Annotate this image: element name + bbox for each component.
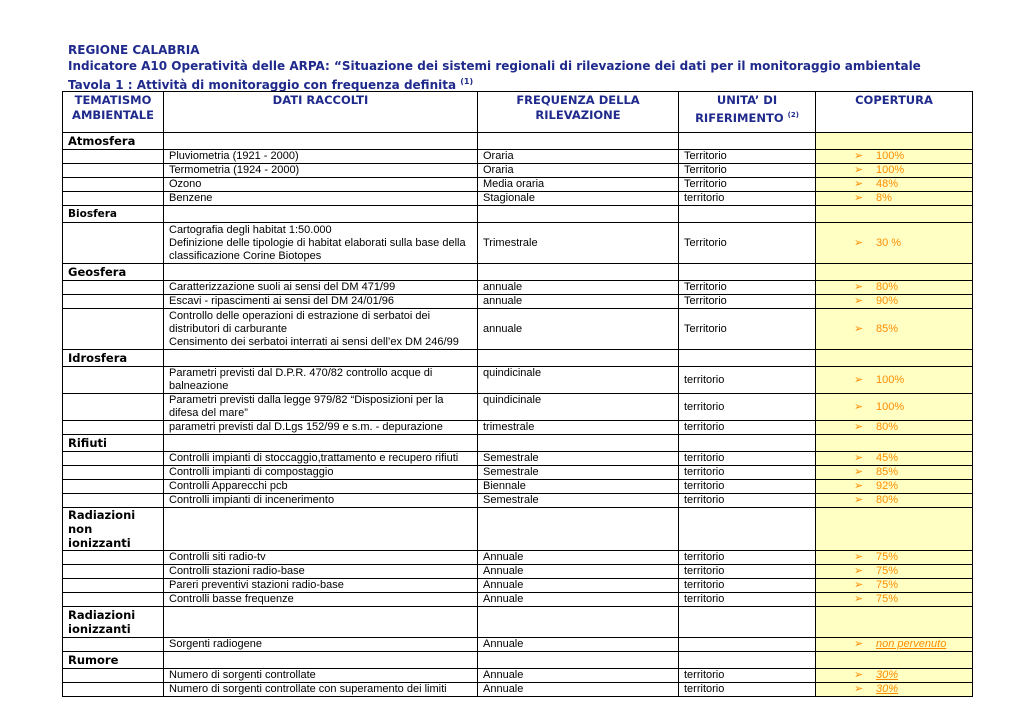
- unita-cell: territorio: [679, 669, 816, 683]
- table-row: [63, 192, 973, 206]
- frequenza-cell: Annuale: [478, 669, 679, 683]
- section-row: [63, 206, 973, 223]
- arrow-bullet-icon: ➢: [854, 192, 864, 204]
- copertura-cell: ➢ 75%: [816, 551, 973, 565]
- frequenza-cell: Biennale: [478, 480, 679, 494]
- table-row: [63, 421, 973, 435]
- section-row: [63, 133, 973, 150]
- frequenza-cell: Trimestrale: [478, 223, 679, 264]
- table-row: [63, 480, 973, 494]
- copertura-cell: ➢ 100%: [816, 150, 973, 164]
- copertura-cell: ➢ 75%: [816, 565, 973, 579]
- arrow-bullet-icon: ➢: [854, 565, 864, 577]
- section-row: [63, 607, 973, 638]
- arrow-bullet-icon: ➢: [854, 579, 864, 591]
- table-row: [63, 565, 973, 579]
- arrow-bullet-icon: ➢: [854, 421, 864, 433]
- copertura-cell: ➢ 30%: [816, 669, 973, 683]
- copertura-cell: ➢ 80%: [816, 281, 973, 295]
- section-row: [63, 652, 973, 669]
- dati-cell: Parametri previsti dal D.P.R. 470/82 controllo acque di balneazione: [164, 367, 478, 394]
- table-row: [63, 466, 973, 480]
- dati-cell: Pluviometria (1921 - 2000): [164, 150, 478, 164]
- arrow-bullet-icon: ➢: [854, 494, 864, 506]
- copertura-cell: ➢ 75%: [816, 593, 973, 607]
- dati-cell: Controlli impianti di incenerimento: [164, 494, 478, 508]
- table-row: [63, 551, 973, 565]
- col-frequenza: FREQUENZA DELLA RILEVAZIONE: [478, 92, 679, 133]
- unita-cell: territorio: [679, 565, 816, 579]
- copertura-cell: ➢ 30 %: [816, 223, 973, 264]
- section-row: [63, 350, 973, 367]
- arrow-bullet-icon: ➢: [854, 295, 864, 307]
- unita-cell: territorio: [679, 494, 816, 508]
- table-row: [63, 593, 973, 607]
- unita-cell: Territorio: [679, 178, 816, 192]
- copertura-cell: ➢ 48%: [816, 178, 973, 192]
- frequenza-cell: Oraria: [478, 164, 679, 178]
- table-row: [63, 494, 973, 508]
- frequenza-cell: Annuale: [478, 565, 679, 579]
- dati-cell: Controlli Apparecchi pcb: [164, 480, 478, 494]
- unita-cell: territorio: [679, 551, 816, 565]
- unita-cell: Territorio: [679, 295, 816, 309]
- unita-cell: territorio: [679, 452, 816, 466]
- dati-cell: Controlli siti radio-tv: [164, 551, 478, 565]
- frequenza-cell: Media oraria: [478, 178, 679, 192]
- arrow-bullet-icon: ➢: [854, 638, 864, 650]
- arrow-bullet-icon: ➢: [854, 164, 864, 176]
- unita-cell: [679, 638, 816, 652]
- arrow-bullet-icon: ➢: [854, 480, 864, 492]
- unita-cell: Territorio: [679, 281, 816, 295]
- unita-cell: territorio: [679, 466, 816, 480]
- table-header-row: [63, 92, 973, 133]
- dati-cell: Parametri previsti dalla legge 979/82 “Disposizioni per la difesa del mare”: [164, 394, 478, 421]
- copertura-cell: ➢ 30%: [816, 683, 973, 697]
- table-row: [63, 669, 973, 683]
- table-row: [63, 150, 973, 164]
- table-row: [63, 164, 973, 178]
- unita-cell: territorio: [679, 593, 816, 607]
- footnote-ref-1: (1): [460, 77, 474, 86]
- copertura-cell: ➢ 100%: [816, 367, 973, 394]
- frequenza-cell: annuale: [478, 281, 679, 295]
- arrow-bullet-icon: ➢: [854, 281, 864, 293]
- frequenza-cell: Annuale: [478, 579, 679, 593]
- dati-cell: Controlli stazioni radio-base: [164, 565, 478, 579]
- arrow-bullet-icon: ➢: [854, 669, 864, 681]
- arrow-bullet-icon: ➢: [854, 400, 864, 413]
- table-row: [63, 394, 973, 421]
- dati-cell: Sorgenti radiogene: [164, 638, 478, 652]
- col-tematismo: TEMATISMO AMBIENTALE: [63, 92, 164, 133]
- col-copertura: COPERTURA: [816, 92, 973, 133]
- unita-cell: Territorio: [679, 309, 816, 350]
- unita-cell: Territorio: [679, 223, 816, 264]
- section-row: [63, 264, 973, 281]
- frequenza-cell: trimestrale: [478, 421, 679, 435]
- arrow-bullet-icon: ➢: [854, 236, 864, 249]
- unita-cell: territorio: [679, 192, 816, 206]
- frequenza-cell: annuale: [478, 295, 679, 309]
- arrow-bullet-icon: ➢: [854, 593, 864, 605]
- copertura-cell: ➢ 80%: [816, 494, 973, 508]
- unita-cell: territorio: [679, 683, 816, 697]
- section-name: Biosfera: [63, 206, 164, 223]
- dati-cell: Cartografia degli habitat 1:50.000 Definizione delle tipologie di habitat elaborati sulla base della classificazione Corine Biotopes: [164, 223, 478, 264]
- frequenza-cell: Semestrale: [478, 494, 679, 508]
- section-row: [63, 435, 973, 452]
- dati-cell: Caratterizzazione suoli ai sensi del DM 471/99: [164, 281, 478, 295]
- arrow-bullet-icon: ➢: [854, 683, 864, 695]
- unita-cell: territorio: [679, 367, 816, 394]
- dati-cell: Benzene: [164, 192, 478, 206]
- frequenza-cell: Annuale: [478, 593, 679, 607]
- table-row: [63, 452, 973, 466]
- section-row: [63, 508, 973, 551]
- col-dati: DATI RACCOLTI: [164, 92, 478, 133]
- dati-cell: Ozono: [164, 178, 478, 192]
- dati-cell: Termometria (1924 - 2000): [164, 164, 478, 178]
- monitoring-table: [62, 91, 973, 697]
- section-name: Idrosfera: [63, 350, 164, 367]
- table-row: [63, 309, 973, 350]
- dati-cell: Escavi - ripascimenti ai sensi del DM 24/01/96: [164, 295, 478, 309]
- copertura-cell: ➢ 100%: [816, 394, 973, 421]
- arrow-bullet-icon: ➢: [854, 178, 864, 190]
- frequenza-cell: quindicinale: [478, 394, 679, 421]
- copertura-cell: ➢ 100%: [816, 164, 973, 178]
- table-row: [63, 367, 973, 394]
- arrow-bullet-icon: ➢: [854, 373, 864, 386]
- section-name: Rumore: [63, 652, 164, 669]
- section-name: Geosfera: [63, 264, 164, 281]
- table-row: [63, 579, 973, 593]
- section-name: Radiazioni ionizzanti: [63, 607, 164, 638]
- arrow-bullet-icon: ➢: [854, 150, 864, 162]
- copertura-cell: ➢ 45%: [816, 452, 973, 466]
- frequenza-cell: Semestrale: [478, 452, 679, 466]
- table-row: [63, 223, 973, 264]
- copertura-cell: ➢ 90%: [816, 295, 973, 309]
- table-title: Tavola 1 : Attività di monitoraggio con frequenza definita $^{(1)}$: [68, 77, 474, 92]
- frequenza-cell: annuale: [478, 309, 679, 350]
- table-row: [63, 295, 973, 309]
- dati-cell: Controlli impianti di compostaggio: [164, 466, 478, 480]
- table-row: [63, 683, 973, 697]
- dati-cell: Numero di sorgenti controllate con superamento dei limiti: [164, 683, 478, 697]
- dati-cell: Controlli impianti di stoccaggio,trattamento e recupero rifiuti: [164, 452, 478, 466]
- table-row: [63, 178, 973, 192]
- region-title: REGIONE CALABRIA: [68, 43, 200, 57]
- frequenza-cell: Annuale: [478, 683, 679, 697]
- section-name: Radiazioni non ionizzanti: [63, 508, 164, 551]
- frequenza-cell: Stagionale: [478, 192, 679, 206]
- unita-cell: territorio: [679, 480, 816, 494]
- copertura-cell: ➢ 8%: [816, 192, 973, 206]
- copertura-cell: ➢ 80%: [816, 421, 973, 435]
- dati-cell: Numero di sorgenti controllate: [164, 669, 478, 683]
- col-unita: UNITA’ DI RIFERIMENTO $^{(2)}$: [679, 92, 816, 133]
- frequenza-cell: Oraria: [478, 150, 679, 164]
- unita-cell: territorio: [679, 394, 816, 421]
- unita-cell: Territorio: [679, 150, 816, 164]
- frequenza-cell: Semestrale: [478, 466, 679, 480]
- arrow-bullet-icon: ➢: [854, 452, 864, 464]
- dati-cell: Pareri preventivi stazioni radio-base: [164, 579, 478, 593]
- arrow-bullet-icon: ➢: [854, 322, 864, 335]
- table-row: [63, 281, 973, 295]
- dati-cell: Controllo delle operazioni di estrazione di serbatoi dei distributori di carburante Censimento dei serbatoi interrati ai sensi dell’ex DM 246/99: [164, 309, 478, 350]
- frequenza-cell: Annuale: [478, 551, 679, 565]
- dati-cell: Controlli basse frequenze: [164, 593, 478, 607]
- copertura-cell: ➢ 92%: [816, 480, 973, 494]
- table-row: [63, 638, 973, 652]
- frequenza-cell: Annuale: [478, 638, 679, 652]
- arrow-bullet-icon: ➢: [854, 466, 864, 478]
- unita-cell: territorio: [679, 421, 816, 435]
- footnote-ref-2: (2): [787, 111, 799, 119]
- section-name: Atmosfera: [63, 133, 164, 150]
- arrow-bullet-icon: ➢: [854, 551, 864, 563]
- unita-cell: territorio: [679, 579, 816, 593]
- document-header: [68, 42, 968, 93]
- copertura-cell: ➢ 85%: [816, 466, 973, 480]
- frequenza-cell: quindicinale: [478, 367, 679, 394]
- unita-cell: Territorio: [679, 164, 816, 178]
- copertura-cell: ➢ 85%: [816, 309, 973, 350]
- indicator-title: Indicatore A10 Operatività delle ARPA: “Situazione dei sistemi regionali di rilevazione dei dati per il monitoraggio ambientale: [68, 59, 921, 73]
- copertura-cell: ➢ 75%: [816, 579, 973, 593]
- dati-cell: parametri previsti dal D.Lgs 152/99 e s.m. - depurazione: [164, 421, 478, 435]
- section-name: Rifiuti: [63, 435, 164, 452]
- copertura-cell: ➢ non pervenuto: [816, 638, 973, 652]
